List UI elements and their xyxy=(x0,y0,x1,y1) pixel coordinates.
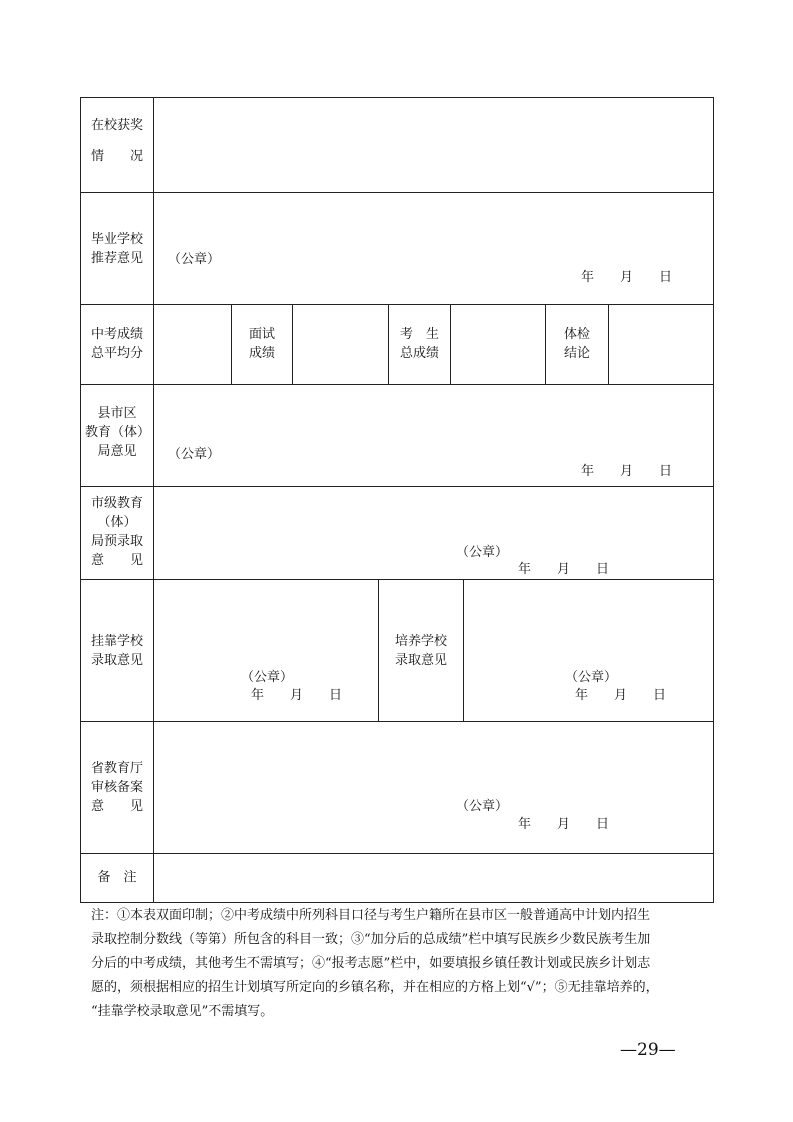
interview-label-line2: 成绩 xyxy=(248,346,275,361)
awards-label xyxy=(87,116,147,166)
note-line: 注：①本表双面印制；②中考成绩中所列科目口径与考生户籍所在县市区一般普通高中计划内招生 xyxy=(91,908,651,923)
county-bureau-seal: （公章） xyxy=(168,447,221,462)
notes xyxy=(91,904,711,1024)
attach-school-label-line2: 录取意见 xyxy=(90,653,143,668)
city-bureau-label xyxy=(87,494,147,570)
city-bureau-label-line4: 意 见 xyxy=(90,553,143,568)
county-bureau-label-line2: 教育（体） xyxy=(85,425,151,440)
attach-school-label xyxy=(87,632,147,670)
application-form-table xyxy=(80,97,714,903)
province-label-line2: 审核备案 xyxy=(90,780,143,795)
train-school-label-line2: 录取意见 xyxy=(394,653,447,668)
row-divider xyxy=(81,192,713,193)
awards-field[interactable] xyxy=(155,98,713,191)
county-bureau-date: 年 月 日 xyxy=(581,464,673,479)
col-divider xyxy=(388,304,389,384)
row-divider xyxy=(81,304,713,305)
province-label-line1: 省教育厅 xyxy=(90,761,143,776)
train-school-seal: （公章） xyxy=(565,670,618,685)
remarks-field[interactable] xyxy=(155,855,713,901)
row-divider xyxy=(81,579,713,580)
attach-school-label-line1: 挂靠学校 xyxy=(90,634,143,649)
school-recommend-label-line2: 推荐意见 xyxy=(90,251,143,266)
city-bureau-date: 年 月 日 xyxy=(518,562,610,577)
col-divider xyxy=(231,304,232,384)
county-bureau-label xyxy=(85,404,149,461)
note-line: 愿的，须根据相应的招生计划填写所定向的乡镇名称，并在相应的方格上划“√”；⑤无挂靠培养的， xyxy=(91,980,659,995)
row-divider xyxy=(81,721,713,722)
total-score-label xyxy=(390,325,449,363)
province-seal: （公章） xyxy=(456,799,509,814)
school-recommend-label-line1: 毕业学校 xyxy=(90,232,143,247)
school-recommend-date: 年 月 日 xyxy=(581,270,673,285)
awards-label-line1: 在校获奖 xyxy=(90,118,143,133)
city-bureau-label-line2: （体） xyxy=(97,515,137,530)
interview-label xyxy=(233,325,291,363)
note-line: “挂靠学校录取意见”不需填写。 xyxy=(91,1004,274,1019)
train-school-date: 年 月 日 xyxy=(575,688,667,703)
col-divider xyxy=(545,304,546,384)
col-divider xyxy=(292,304,293,384)
interview-score-field[interactable] xyxy=(294,306,387,383)
remarks-label: 备 注 xyxy=(97,870,137,885)
note-line: 分后的中考成绩，其他考生不需填写；④“报考志愿”栏中，如要填报乡镇任教计划或民族乡计划志 xyxy=(91,956,651,971)
attach-school-date: 年 月 日 xyxy=(251,688,343,703)
total-score-field[interactable] xyxy=(452,306,544,383)
train-school-label xyxy=(389,632,453,670)
awards-label-line2: 情 况 xyxy=(90,149,143,164)
province-date: 年 月 日 xyxy=(518,817,610,832)
physical-exam-label-line1: 体检 xyxy=(563,327,590,342)
total-score-label-line1: 考 生 xyxy=(399,327,439,342)
avg-score-label-line2: 总平均分 xyxy=(90,346,143,361)
city-bureau-seal: （公章） xyxy=(456,545,509,560)
city-bureau-label-line3: 局预录取 xyxy=(90,534,143,549)
county-bureau-label-line1: 县市区 xyxy=(97,406,137,421)
province-label-line3: 意 见 xyxy=(90,799,143,814)
avg-score-label xyxy=(87,325,147,363)
avg-score-label-line1: 中考成绩 xyxy=(90,327,143,342)
col-divider xyxy=(378,579,379,721)
province-label xyxy=(87,759,147,816)
attach-school-seal: （公章） xyxy=(241,670,294,685)
physical-exam-field[interactable] xyxy=(610,306,713,383)
county-bureau-label-line3: 局意见 xyxy=(97,444,137,459)
row-divider xyxy=(81,384,713,385)
total-score-label-line2: 总成绩 xyxy=(399,346,439,361)
physical-exam-label-line2: 结论 xyxy=(563,346,590,361)
city-bureau-label-line1: 市级教育 xyxy=(90,496,143,511)
train-school-label-line1: 培养学校 xyxy=(394,634,447,649)
label-column-divider xyxy=(153,98,154,902)
col-divider xyxy=(608,304,609,384)
avg-score-field[interactable] xyxy=(155,306,230,383)
note-line: 录取控制分数线（等第）所包含的科目一致；③“加分后的总成绩”栏中填写民族乡少数民族考生加 xyxy=(91,932,651,947)
page-number: —29— xyxy=(620,1040,676,1060)
school-recommend-label xyxy=(87,230,147,268)
school-recommend-seal: （公章） xyxy=(168,252,221,267)
col-divider xyxy=(450,304,451,384)
interview-label-line1: 面试 xyxy=(248,327,275,342)
physical-exam-label xyxy=(547,325,607,363)
col-divider xyxy=(463,579,464,721)
row-divider xyxy=(81,486,713,487)
row-divider xyxy=(81,853,713,854)
